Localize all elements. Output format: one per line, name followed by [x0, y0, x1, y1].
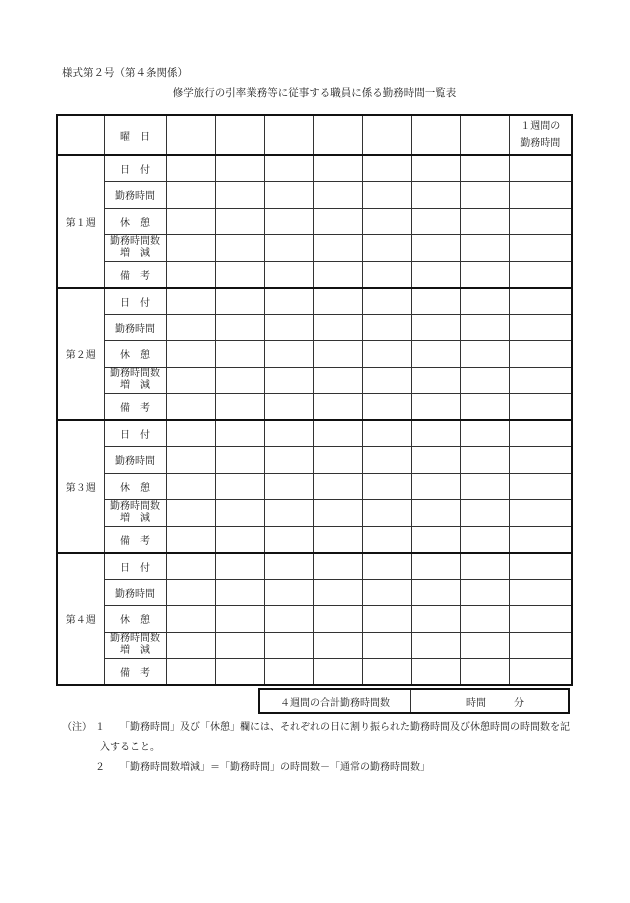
entry-cell[interactable] — [313, 314, 362, 341]
entry-cell[interactable] — [166, 473, 215, 500]
weekly-total-cell[interactable] — [509, 553, 572, 580]
entry-cell[interactable] — [460, 288, 509, 315]
row-label-break: 休 憩 — [104, 473, 166, 500]
week-row — [57, 447, 572, 474]
entry-cell[interactable] — [313, 155, 362, 182]
weekly-total-cell[interactable] — [509, 341, 572, 368]
row-label-line2: 増 減 — [120, 247, 150, 259]
row-label-remarks: 備 考 — [104, 394, 166, 421]
entry-cell[interactable] — [264, 526, 313, 553]
row-label-date: 日 付 — [104, 288, 166, 315]
entry-cell[interactable] — [215, 288, 264, 315]
hours-unit: 時間 — [466, 697, 486, 709]
week-row — [57, 182, 572, 209]
entry-cell[interactable] — [460, 182, 509, 209]
entry-cell[interactable] — [460, 500, 509, 527]
entry-cell[interactable] — [264, 500, 313, 527]
entry-cell[interactable] — [166, 235, 215, 262]
entry-cell[interactable] — [215, 473, 264, 500]
row-label-work-hours: 勤務時間 — [104, 314, 166, 341]
entry-cell[interactable] — [264, 341, 313, 368]
entry-cell[interactable] — [362, 261, 411, 288]
entry-cell[interactable] — [362, 606, 411, 633]
entry-cell[interactable] — [166, 208, 215, 235]
entry-cell[interactable] — [313, 553, 362, 580]
entry-cell[interactable] — [411, 500, 460, 527]
week-row — [57, 606, 572, 633]
four-week-total — [258, 688, 570, 714]
entry-cell[interactable] — [264, 420, 313, 447]
weekly-total-cell[interactable] — [509, 155, 572, 182]
note-2 — [62, 758, 572, 778]
entry-cell[interactable] — [362, 659, 411, 686]
weekly-hours-header-line1: １週間の — [520, 121, 561, 132]
week-row — [57, 235, 572, 262]
weekly-hours-header-line2: 勤務時間 — [520, 138, 561, 149]
entry-cell[interactable] — [460, 632, 509, 659]
entry-cell[interactable] — [411, 473, 460, 500]
entry-cell[interactable] — [411, 155, 460, 182]
entry-cell[interactable] — [215, 341, 264, 368]
row-label-line1: 勤務時間数 — [110, 235, 160, 247]
entry-cell[interactable] — [362, 473, 411, 500]
entry-cell[interactable] — [411, 235, 460, 262]
entry-cell[interactable] — [264, 288, 313, 315]
weekly-total-cell[interactable] — [509, 314, 572, 341]
entry-cell[interactable] — [264, 579, 313, 606]
note-1-continuation-text: 入すること。 — [100, 742, 160, 753]
week-row — [57, 314, 572, 341]
entry-cell[interactable] — [460, 235, 509, 262]
entry-cell[interactable] — [166, 447, 215, 474]
entry-cell[interactable] — [362, 367, 411, 394]
entry-cell[interactable] — [411, 579, 460, 606]
entry-cell[interactable] — [313, 526, 362, 553]
entry-cell[interactable] — [362, 341, 411, 368]
row-label-hours-change — [104, 235, 166, 262]
note-1-number: １ — [95, 722, 105, 733]
entry-cell[interactable] — [313, 182, 362, 209]
weekly-total-cell[interactable] — [509, 182, 572, 209]
row-label-hours-change — [104, 367, 166, 394]
entry-cell[interactable] — [362, 314, 411, 341]
day-cell[interactable] — [166, 115, 215, 155]
entry-cell[interactable] — [313, 394, 362, 421]
entry-cell[interactable] — [215, 314, 264, 341]
entry-cell[interactable] — [166, 579, 215, 606]
entry-cell[interactable] — [362, 208, 411, 235]
entry-cell[interactable] — [264, 447, 313, 474]
entry-cell[interactable] — [362, 182, 411, 209]
note-1-continuation — [62, 738, 572, 758]
week-row — [57, 367, 572, 394]
entry-cell[interactable] — [215, 261, 264, 288]
work-hours-table — [56, 114, 573, 686]
entry-cell[interactable] — [215, 155, 264, 182]
week-row — [57, 500, 572, 527]
row-label-hours-change — [104, 632, 166, 659]
entry-cell[interactable] — [215, 447, 264, 474]
entry-cell[interactable] — [215, 208, 264, 235]
entry-cell[interactable] — [215, 420, 264, 447]
entry-cell[interactable] — [411, 182, 460, 209]
row-label-break: 休 憩 — [104, 208, 166, 235]
entry-cell[interactable] — [313, 420, 362, 447]
entry-cell[interactable] — [166, 182, 215, 209]
week-label: 第１週 — [57, 155, 104, 288]
day-cell[interactable] — [411, 115, 460, 155]
entry-cell[interactable] — [313, 288, 362, 315]
entry-cell[interactable] — [313, 447, 362, 474]
entry-cell[interactable] — [166, 394, 215, 421]
entry-cell[interactable] — [313, 473, 362, 500]
entry-cell[interactable] — [264, 314, 313, 341]
week-row — [57, 659, 572, 686]
entry-cell[interactable] — [411, 606, 460, 633]
entry-cell[interactable] — [166, 261, 215, 288]
entry-cell[interactable] — [166, 659, 215, 686]
entry-cell[interactable] — [215, 553, 264, 580]
entry-cell[interactable] — [460, 367, 509, 394]
row-label-line2: 増 減 — [120, 512, 150, 524]
entry-cell[interactable] — [313, 500, 362, 527]
day-cell[interactable] — [362, 115, 411, 155]
entry-cell[interactable] — [460, 553, 509, 580]
entry-cell[interactable] — [411, 526, 460, 553]
entry-cell[interactable] — [362, 579, 411, 606]
entry-cell[interactable] — [411, 367, 460, 394]
weekly-total-cell[interactable] — [509, 208, 572, 235]
weekly-total-cell[interactable] — [509, 659, 572, 686]
week-row — [57, 394, 572, 421]
entry-cell[interactable] — [215, 235, 264, 262]
entry-cell[interactable] — [362, 420, 411, 447]
weekly-total-cell[interactable] — [509, 526, 572, 553]
entry-cell[interactable] — [313, 261, 362, 288]
week-row — [57, 155, 572, 182]
week-row — [57, 208, 572, 235]
entry-cell[interactable] — [460, 659, 509, 686]
row-label-work-hours: 勤務時間 — [104, 182, 166, 209]
entry-cell[interactable] — [411, 659, 460, 686]
form-number: 様式第２号（第４条関係） — [62, 67, 188, 79]
weekly-total-cell[interactable] — [509, 367, 572, 394]
entry-cell[interactable] — [362, 288, 411, 315]
day-cell[interactable] — [313, 115, 362, 155]
entry-cell[interactable] — [313, 367, 362, 394]
week-label: 第４週 — [57, 553, 104, 686]
day-of-week-label: 曜 日 — [104, 115, 166, 155]
note-prefix: （注） — [62, 722, 92, 733]
row-label-work-hours: 勤務時間 — [104, 579, 166, 606]
row-label-date: 日 付 — [104, 553, 166, 580]
weekly-total-cell[interactable] — [509, 606, 572, 633]
entry-cell[interactable] — [362, 632, 411, 659]
entry-cell[interactable] — [215, 606, 264, 633]
row-label-line2: 増 減 — [120, 380, 150, 392]
day-cell[interactable] — [264, 115, 313, 155]
total-label: ４週間の合計勤務時間数 — [260, 690, 411, 712]
note-2-number: ２ — [95, 762, 105, 773]
entry-cell[interactable] — [411, 261, 460, 288]
weekly-total-cell[interactable] — [509, 473, 572, 500]
row-label-remarks: 備 考 — [104, 526, 166, 553]
row-label-remarks: 備 考 — [104, 261, 166, 288]
week-row — [57, 553, 572, 580]
entry-cell[interactable] — [166, 420, 215, 447]
entry-cell[interactable] — [411, 288, 460, 315]
entry-cell[interactable] — [166, 500, 215, 527]
entry-cell[interactable] — [264, 659, 313, 686]
week-row — [57, 420, 572, 447]
entry-cell[interactable] — [166, 288, 215, 315]
entry-cell[interactable] — [411, 553, 460, 580]
row-label-work-hours: 勤務時間 — [104, 447, 166, 474]
entry-cell[interactable] — [215, 526, 264, 553]
row-label-break: 休 憩 — [104, 341, 166, 368]
entry-cell[interactable] — [264, 208, 313, 235]
entry-cell[interactable] — [313, 579, 362, 606]
entry-cell[interactable] — [215, 500, 264, 527]
entry-cell[interactable] — [264, 394, 313, 421]
entry-cell[interactable] — [264, 182, 313, 209]
week-row — [57, 632, 572, 659]
day-cell[interactable] — [215, 115, 264, 155]
week-label: 第２週 — [57, 288, 104, 421]
row-label-line1: 勤務時間数 — [110, 368, 160, 380]
entry-cell[interactable] — [215, 182, 264, 209]
entry-cell[interactable] — [362, 500, 411, 527]
entry-cell[interactable] — [313, 659, 362, 686]
note-1 — [62, 718, 572, 738]
entry-cell[interactable] — [264, 553, 313, 580]
weekly-hours-header — [509, 115, 572, 155]
row-label-remarks: 備 考 — [104, 659, 166, 686]
row-label-break: 休 憩 — [104, 606, 166, 633]
entry-cell[interactable] — [313, 341, 362, 368]
row-label-line1: 勤務時間数 — [110, 500, 160, 512]
entry-cell[interactable] — [460, 394, 509, 421]
document-title: 修学旅行の引率業務等に従事する職員に係る勤務時間一覧表 — [172, 87, 457, 99]
corner-cell — [57, 115, 104, 155]
entry-cell[interactable] — [264, 235, 313, 262]
week-row — [57, 473, 572, 500]
weekly-total-cell[interactable] — [509, 394, 572, 421]
entry-cell[interactable] — [460, 579, 509, 606]
entry-cell[interactable] — [166, 632, 215, 659]
table-body — [57, 115, 572, 685]
entry-cell[interactable] — [313, 632, 362, 659]
entry-cell[interactable] — [166, 367, 215, 394]
entry-cell[interactable] — [166, 341, 215, 368]
row-label-line1: 勤務時間数 — [110, 633, 160, 645]
entry-cell[interactable] — [411, 447, 460, 474]
entry-cell[interactable] — [362, 155, 411, 182]
week-row — [57, 288, 572, 315]
weekly-total-cell[interactable] — [509, 288, 572, 315]
row-label-hours-change — [104, 500, 166, 527]
note-1-text: 「勤務時間」及び「休憩」欄には、それぞれの日に割り振られた勤務時間及び休憩時間の時間数を記 — [120, 722, 570, 733]
entry-cell[interactable] — [362, 235, 411, 262]
note-prefix-spacer — [62, 758, 95, 778]
entry-cell[interactable] — [460, 420, 509, 447]
entry-cell[interactable] — [166, 314, 215, 341]
row-label-date: 日 付 — [104, 155, 166, 182]
day-cell[interactable] — [460, 115, 509, 155]
notes — [62, 718, 572, 778]
weekly-total-cell[interactable] — [509, 261, 572, 288]
entry-cell[interactable] — [411, 341, 460, 368]
entry-cell[interactable] — [264, 632, 313, 659]
entry-cell[interactable] — [264, 261, 313, 288]
total-value-field[interactable] — [411, 690, 568, 712]
weekly-total-cell[interactable] — [509, 447, 572, 474]
weekly-total-cell[interactable] — [509, 579, 572, 606]
entry-cell[interactable] — [362, 394, 411, 421]
entry-cell[interactable] — [313, 235, 362, 262]
entry-cell[interactable] — [264, 473, 313, 500]
entry-cell[interactable] — [166, 606, 215, 633]
entry-cell[interactable] — [362, 526, 411, 553]
week-label: 第３週 — [57, 420, 104, 553]
entry-cell[interactable] — [215, 394, 264, 421]
entry-cell[interactable] — [411, 394, 460, 421]
entry-cell[interactable] — [215, 659, 264, 686]
entry-cell[interactable] — [460, 314, 509, 341]
week-row — [57, 579, 572, 606]
weekly-total-cell[interactable] — [509, 235, 572, 262]
entry-cell[interactable] — [264, 367, 313, 394]
entry-cell[interactable] — [460, 447, 509, 474]
entry-cell[interactable] — [264, 606, 313, 633]
header-row — [57, 115, 572, 155]
entry-cell[interactable] — [411, 314, 460, 341]
entry-cell[interactable] — [411, 632, 460, 659]
entry-cell[interactable] — [362, 553, 411, 580]
weekly-total-cell[interactable] — [509, 632, 572, 659]
entry-cell[interactable] — [460, 155, 509, 182]
row-label-date: 日 付 — [104, 420, 166, 447]
entry-cell[interactable] — [460, 606, 509, 633]
entry-cell[interactable] — [411, 420, 460, 447]
entry-cell[interactable] — [166, 526, 215, 553]
week-row — [57, 341, 572, 368]
entry-cell[interactable] — [215, 367, 264, 394]
week-row — [57, 261, 572, 288]
weekly-total-cell[interactable] — [509, 500, 572, 527]
entry-cell[interactable] — [460, 526, 509, 553]
entry-cell[interactable] — [460, 208, 509, 235]
note-2-text: 「勤務時間数増減」＝「勤務時間」の時間数－「通常の勤務時間数」 — [120, 762, 430, 773]
entry-cell[interactable] — [362, 447, 411, 474]
entry-cell[interactable] — [215, 632, 264, 659]
weekly-total-cell[interactable] — [509, 420, 572, 447]
entry-cell[interactable] — [313, 208, 362, 235]
week-row — [57, 526, 572, 553]
row-label-line2: 増 減 — [120, 645, 150, 657]
entry-cell[interactable] — [460, 261, 509, 288]
entry-cell[interactable] — [460, 341, 509, 368]
entry-cell[interactable] — [460, 473, 509, 500]
entry-cell[interactable] — [313, 606, 362, 633]
entry-cell[interactable] — [215, 579, 264, 606]
entry-cell[interactable] — [166, 155, 215, 182]
minutes-unit: 分 — [514, 697, 524, 709]
entry-cell[interactable] — [411, 208, 460, 235]
entry-cell[interactable] — [166, 553, 215, 580]
entry-cell[interactable] — [264, 155, 313, 182]
